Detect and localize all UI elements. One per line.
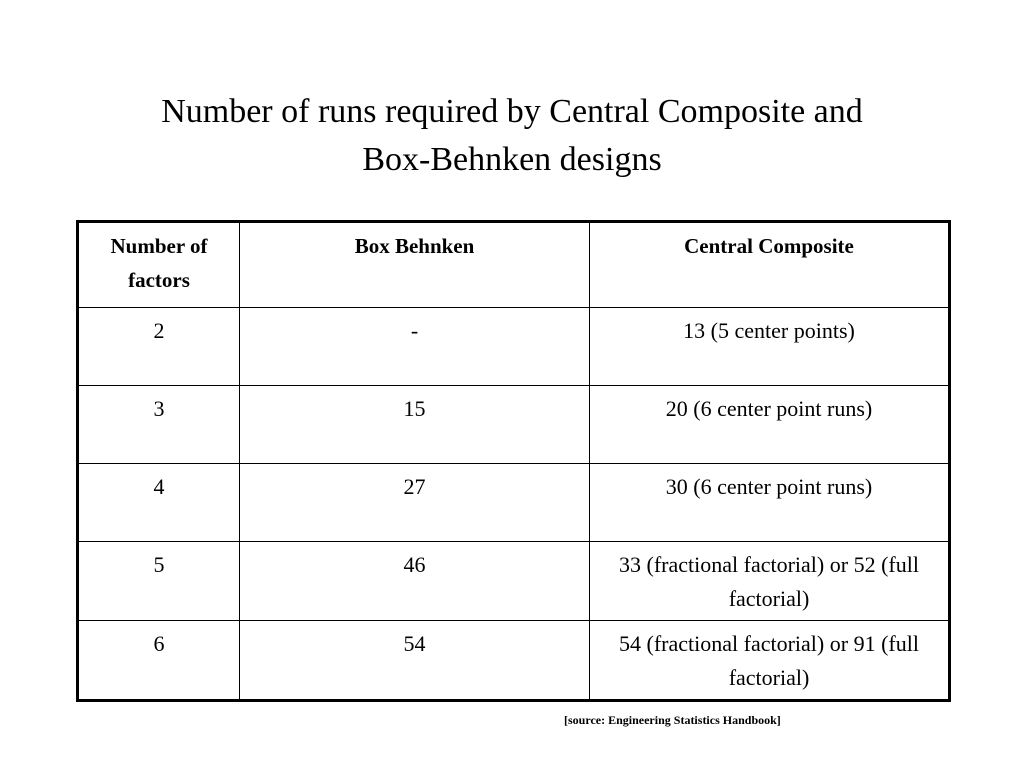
header-central-composite: Central Composite	[590, 222, 950, 308]
cell-factors: 5	[78, 542, 240, 621]
table-header-row	[78, 222, 950, 308]
header-box-behnken: Box Behnken	[240, 222, 590, 308]
cell-box-behnken: 15	[240, 386, 590, 464]
cell-box-behnken: 46	[240, 542, 590, 621]
slide-title	[62, 88, 962, 184]
cell-factors: 6	[78, 621, 240, 701]
table-row	[78, 386, 950, 464]
cell-central-composite: 54 (fractional factorial) or 91 (full factorial)	[590, 621, 950, 701]
slide-title-line-1: Number of runs required by Central Composite and	[161, 93, 863, 130]
table-row	[78, 542, 950, 621]
runs-table	[76, 220, 951, 702]
cell-factors: 4	[78, 464, 240, 542]
cell-central-composite: 33 (fractional factorial) or 52 (full factorial)	[590, 542, 950, 621]
source-note: [source: Engineering Statistics Handbook]	[564, 713, 781, 727]
cell-factors: 3	[78, 386, 240, 464]
cell-factors: 2	[78, 308, 240, 386]
cell-central-composite: 20 (6 center point runs)	[590, 386, 950, 464]
cell-box-behnken: 54	[240, 621, 590, 701]
table-row	[78, 464, 950, 542]
table-row	[78, 308, 950, 386]
cell-box-behnken: -	[240, 308, 590, 386]
table-row	[78, 621, 950, 701]
header-number-of-factors: Number of factors	[78, 222, 240, 308]
cell-central-composite: 30 (6 center point runs)	[590, 464, 950, 542]
cell-central-composite: 13 (5 center points)	[590, 308, 950, 386]
cell-box-behnken: 27	[240, 464, 590, 542]
slide-title-line-2: Box-Behnken designs	[362, 141, 662, 178]
